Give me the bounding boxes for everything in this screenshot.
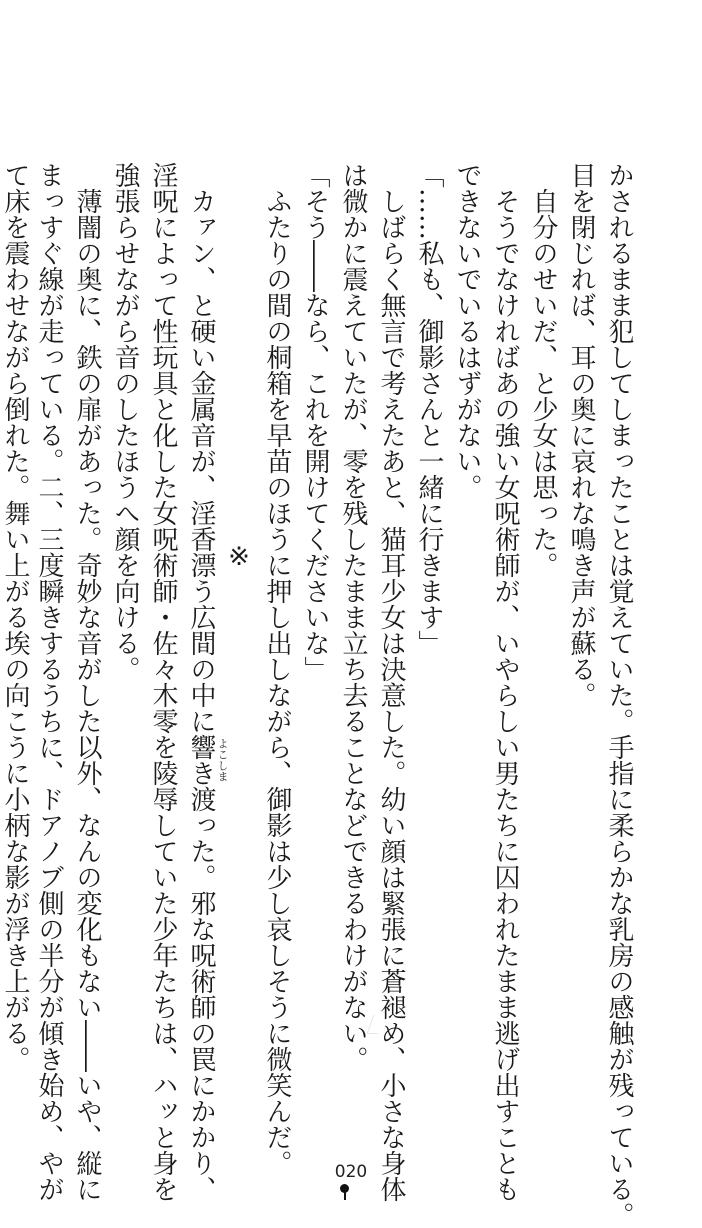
page-marker-stem: [344, 1190, 346, 1200]
text-line: は微かに震えていたが、零を残したまま立ち去ることなどできるわけがない。: [338, 162, 368, 1072]
text-line: 目を閉じれば、耳の奥に哀れな鳴き声が蘇る。: [566, 162, 596, 708]
furigana: よこしま: [216, 738, 229, 782]
text-line: そうでなければあの強い女呪術師が、いやらしい男たちに囚われたまま逃げ出すことも: [490, 162, 520, 1202]
text-line: ふたりの間の桐箱を早苗のほうに押し出しながら、御影は少し哀しそうに微笑んだ。: [262, 162, 292, 1176]
text-line: 「そう――なら、これを開けてくださいな」: [300, 162, 330, 682]
text-line: カァン、と硬い金属音が、淫香漂う広間の中に響き渡った。邪な呪術師の罠にかかり、: [186, 162, 216, 1202]
page-number: 020: [334, 1162, 368, 1182]
text-line: かされるまま犯してしまったことは覚えていた。手指に柔らかな乳房の感触が残っている。: [604, 162, 634, 1228]
text-line: 薄闇の奥に、鉄の扉があった。奇妙な音がした以外、なんの変化もない――いや、縦に: [72, 162, 102, 1202]
text-line: 強張らせながら音のしたほうへ顔を向ける。: [110, 162, 140, 682]
text-line: できないでいるはずがない。: [452, 162, 482, 500]
text-line: 淫呪によって性玩具と化した女呪術師・佐々木零を陵辱していた少年たちは、ハッと身を: [148, 162, 178, 1202]
text-line: 自分のせいだ、と少女は思った。: [528, 162, 558, 578]
text-line: て床を震わせながら倒れた。舞い上がる埃の向こうに小柄な影が浮き上がる。: [0, 162, 30, 1072]
section-separator: ※: [224, 542, 254, 572]
text-line: まっすぐ線が走っている。二、三度瞬きするうちに、ドアノブ側の半分が傾き始め、やが: [34, 162, 64, 1202]
text-line: しばらく無言で考えたあと、猫耳少女は決意した。幼い顔は緊張に蒼褪め、小さな身体: [376, 162, 406, 1202]
text-line: 「……私も、御影さんと一緒に行きます」: [414, 162, 444, 656]
